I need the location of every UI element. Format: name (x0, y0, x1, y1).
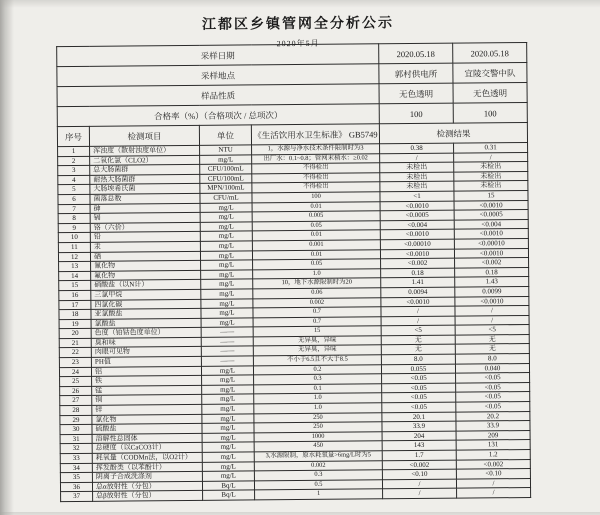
row-number: 31 (60, 434, 92, 444)
result-2: 15 (454, 190, 528, 200)
result-2: / (455, 306, 529, 316)
item-name: 浑浊度（散射浊度单位） (90, 145, 200, 156)
meta-value-2: 2020.05.18 (453, 43, 527, 64)
standard-limit: 0.01 (252, 201, 380, 212)
standard-limit: 0.5 (254, 480, 382, 491)
standard-limit: 0.01 (252, 230, 380, 241)
result-2: 33.9 (456, 421, 530, 431)
standard-limit: 0.06 (253, 288, 381, 299)
col-standard: 《生活饮用水卫生标准》 GB5749 (251, 124, 379, 145)
unit: mg/L (202, 394, 254, 404)
row-number: 5 (58, 185, 90, 195)
result-1: <0.0010 (380, 249, 454, 259)
result-1: / (382, 479, 456, 489)
unit: mg/L (202, 414, 254, 424)
unit: Bq/L (203, 490, 255, 500)
item-name: 阴离子合成洗涤剂 (92, 472, 202, 483)
result-1: <0.05 (382, 393, 456, 403)
result-2: <0.05 (456, 402, 530, 412)
result-2: 0.31 (454, 143, 528, 153)
standard-limit: 不得检出 (252, 163, 380, 174)
unit: mg/L (201, 308, 253, 318)
row-number: 20 (59, 329, 91, 339)
result-1: <0.05 (382, 383, 456, 393)
item-name: 砷 (90, 203, 200, 214)
result-2: 无 (455, 334, 529, 344)
row-number: 12 (58, 252, 90, 262)
result-2: <0.0010 (455, 296, 529, 306)
item-name: 二氧化氯（CLO2） (90, 155, 200, 166)
result-2: <0.05 (456, 373, 530, 383)
row-number: 28 (60, 405, 92, 415)
standard-limit: 出厂水：0.1~0.8；管网末梢水：≥0.02 (252, 153, 380, 164)
col-number: 序号 (57, 126, 89, 146)
item-name: 色度（铂钴色度单位） (91, 328, 201, 339)
result-1: 204 (382, 431, 456, 441)
item-name: 铁 (92, 376, 202, 387)
item-name: 耐热大肠菌群 (90, 174, 200, 185)
row-number: 24 (59, 367, 91, 377)
standard-limit: 0.005 (252, 211, 380, 222)
result-2: <0.05 (456, 392, 530, 402)
item-name: 硒 (90, 251, 200, 262)
standard-limit: 0.002 (253, 297, 381, 308)
col-item: 检测项目 (89, 125, 199, 146)
result-2: 131 (456, 440, 530, 450)
result-2: 0.0099 (455, 286, 529, 296)
unit: mg/L (200, 241, 252, 251)
standard-limit: 1.0 (254, 393, 382, 404)
result-2: 0.040 (455, 363, 529, 373)
result-2: <0.0010 (454, 200, 528, 210)
item-name: 铅 (90, 232, 200, 243)
row-number: 4 (58, 175, 90, 185)
result-2: / (454, 152, 528, 162)
result-2: <0.10 (456, 469, 530, 479)
result-1: 1.41 (381, 277, 455, 287)
result-1: 0.0094 (381, 287, 455, 297)
row-number: 23 (59, 357, 91, 367)
item-name: 溶解性总固体 (92, 433, 202, 444)
unit: mg/L (202, 462, 254, 472)
standard-limit: 0.01 (252, 249, 380, 260)
row-number: 30 (60, 425, 92, 435)
item-name: 挥发酚类（以苯酚计） (92, 462, 202, 473)
standard-limit: 不得检出 (252, 173, 380, 184)
analysis-table (56, 42, 531, 502)
result-1: <0.0010 (380, 229, 454, 239)
row-number: 14 (59, 271, 91, 281)
item-name: 肉眼可见物 (91, 347, 201, 358)
col-unit: 单位 (199, 125, 251, 145)
meta-label: 合格率（%）（合格项次 / 总项次） (57, 104, 379, 127)
standard-limit: 0.7 (253, 316, 381, 327)
result-2: 0.18 (455, 267, 529, 277)
unit: mg/L (200, 212, 252, 222)
unit: —— (201, 346, 253, 356)
standard-limit: 10，地下水源限制时为20 (253, 278, 381, 289)
unit: mg/L (201, 366, 253, 376)
standard-limit: 不得检出 (252, 182, 380, 193)
result-1: <0.0005 (380, 210, 454, 220)
item-name: 硝酸盐（以N计） (91, 280, 201, 291)
item-name: 总大肠菌群 (90, 165, 200, 176)
row-number: 7 (58, 204, 90, 214)
unit: mg/L (202, 423, 254, 433)
result-2: <0.002 (456, 459, 530, 469)
unit: CFU/100mL (200, 164, 252, 174)
standard-limit: 250 (254, 422, 382, 433)
result-1: <0.002 (381, 258, 455, 268)
standard-limit: 0.7 (253, 307, 381, 318)
standard-limit: 0.05 (252, 221, 380, 232)
item-name: 硫酸盐 (92, 424, 202, 435)
row-number: 29 (60, 415, 92, 425)
result-1: <1 (380, 191, 454, 201)
meta-value-2: 100 (453, 103, 527, 124)
unit: mg/L (200, 155, 252, 165)
result-2: 209 (456, 430, 530, 440)
result-1: <0.00010 (380, 239, 454, 249)
unit: mg/L (202, 471, 254, 481)
page-title: 江都区乡镇管网全分析公示 (201, 16, 395, 33)
standard-limit: 1 (255, 489, 383, 500)
standard-limit: 0.001 (252, 240, 380, 251)
result-1: 8.0 (381, 354, 455, 364)
item-name: 氰化物 (91, 260, 201, 271)
result-2: / (457, 488, 531, 498)
standard-limit: 0.2 (253, 364, 381, 375)
row-number: 35 (60, 473, 92, 483)
unit: MPN/100mL (200, 183, 252, 193)
standard-limit: 0.3 (254, 374, 382, 385)
result-1: 0.055 (381, 364, 455, 374)
unit: CFU/100mL (200, 174, 252, 184)
standard-limit: 1，水源与净水技术条件限制时为3 (252, 144, 380, 155)
result-1: <0.05 (382, 402, 456, 412)
item-name: 铝 (91, 366, 201, 377)
row-number: 18 (59, 309, 91, 319)
row-number: 32 (60, 444, 92, 454)
item-name: 铬（六价） (90, 222, 200, 233)
row-number: 16 (59, 290, 91, 300)
result-1: 无 (381, 345, 455, 355)
standard-limit: 1.0 (254, 403, 382, 414)
result-1: <0.05 (382, 373, 456, 383)
meta-value-2: 无色透明 (453, 83, 527, 104)
row-number: 21 (59, 338, 91, 348)
result-1: 无 (381, 335, 455, 345)
item-name: 臭和味 (91, 337, 201, 348)
row-number: 26 (60, 386, 92, 396)
row-number: 3 (58, 166, 90, 176)
result-2: / (456, 478, 530, 488)
unit: mg/L (202, 375, 254, 385)
result-2: 未检出 (454, 162, 528, 172)
result-2: <0.0010 (454, 229, 528, 239)
result-1: <0.002 (382, 460, 456, 470)
result-2: 未检出 (454, 181, 528, 191)
standard-limit: 无异臭，异味 (253, 345, 381, 356)
standard-limit: 0.3 (254, 470, 382, 481)
unit: mg/L (201, 318, 253, 328)
standard-limit: 0.1 (254, 384, 382, 395)
result-1: / (381, 316, 455, 326)
item-name: 镉 (90, 213, 200, 224)
meta-value-1: 2020.05.18 (379, 43, 453, 64)
unit: CFU/mL (200, 193, 252, 203)
row-number: 25 (60, 377, 92, 387)
result-2: / (455, 315, 529, 325)
item-name: 锌 (92, 404, 202, 415)
item-name: 总硬度（以CaCO3计） (92, 443, 202, 454)
standard-limit: 15 (253, 326, 381, 337)
col-results: 检测结果 (379, 123, 527, 144)
result-2: <0.0010 (454, 248, 528, 258)
standard-limit: 3,水源限制，原水耗氧量>6mg/L时为5 (254, 451, 382, 462)
row-number: 37 (61, 492, 93, 502)
row-number: 6 (58, 194, 90, 204)
result-1: <0.0010 (381, 297, 455, 307)
result-1: 143 (382, 441, 456, 451)
result-1: 1.7 (382, 450, 456, 460)
unit: mg/L (201, 279, 253, 289)
result-1: <0.004 (380, 220, 454, 230)
standard-limit: 1000 (254, 432, 382, 443)
row-number: 15 (59, 281, 91, 291)
result-1: 0.18 (381, 268, 455, 278)
result-2: 20.2 (456, 411, 530, 421)
item-name: PH值 (91, 356, 201, 367)
standard-limit: 不小于6.5且不大于8.5 (253, 355, 381, 366)
result-2: <0.002 (455, 258, 529, 268)
result-1: 33.9 (382, 421, 456, 431)
item-name: 氟化物 (91, 270, 201, 281)
result-2: 未检出 (454, 171, 528, 181)
item-name: 总α放射性（分包） (92, 481, 202, 492)
result-1: <5 (381, 325, 455, 335)
item-name: 亚氯酸盐 (91, 308, 201, 319)
result-1: 未检出 (380, 162, 454, 172)
item-name: 四氯化碳 (91, 299, 201, 310)
row-number: 11 (58, 242, 90, 252)
item-name: 菌落总数 (90, 193, 200, 204)
unit: mg/L (201, 260, 253, 270)
meta-value-1: 无色透明 (379, 83, 453, 104)
result-1: 未检出 (380, 172, 454, 182)
unit: mg/L (201, 270, 253, 280)
result-2: <0.05 (456, 382, 530, 392)
result-2: 1.43 (455, 277, 529, 287)
row-number: 27 (60, 396, 92, 406)
result-1: <0.0010 (380, 201, 454, 211)
row-number: 34 (60, 463, 92, 473)
result-2: 8.0 (455, 354, 529, 364)
row-number: 13 (59, 261, 91, 271)
row-number: 33 (60, 453, 92, 463)
row-number: 36 (60, 482, 92, 492)
unit: mg/L (200, 222, 252, 232)
row-number: 10 (58, 233, 90, 243)
row-number: 22 (59, 348, 91, 358)
unit: mg/L (202, 433, 254, 443)
result-1: 20.1 (382, 412, 456, 422)
item-name: 氯酸盐 (91, 318, 201, 329)
unit: NTU (200, 145, 252, 155)
meta-label: 采样地点 (57, 64, 379, 87)
result-2: 无 (455, 344, 529, 354)
unit: mg/L (202, 442, 254, 452)
unit: mg/L (201, 289, 253, 299)
meta-value-1: 100 (379, 103, 453, 124)
result-1: / (381, 306, 455, 316)
item-name: 三氯甲烷 (91, 289, 201, 300)
row-number: 2 (58, 156, 90, 166)
standard-limit: 100 (252, 192, 380, 203)
result-2: <0.00010 (454, 238, 528, 248)
result-2: <0.004 (454, 219, 528, 229)
report-month: 2020年5月 (276, 38, 320, 49)
meta-label: 样品性质 (57, 84, 379, 107)
standard-limit: 450 (254, 441, 382, 452)
unit: —— (201, 356, 253, 366)
unit: mg/L (200, 202, 252, 212)
result-2: <5 (455, 325, 529, 335)
standard-limit: 无异臭，异味 (253, 336, 381, 347)
row-number: 19 (59, 319, 91, 329)
item-name: 汞 (90, 241, 200, 252)
result-2: <0.0005 (454, 210, 528, 220)
unit: mg/L (200, 250, 252, 260)
result-1: / (383, 489, 457, 499)
standard-limit: 1.0 (253, 269, 381, 280)
unit: mg/L (202, 385, 254, 395)
item-name: 锰 (92, 385, 202, 396)
row-number: 8 (58, 213, 90, 223)
item-name: 耗氧量（CODMn法，以O2计） (92, 452, 202, 463)
item-name: 铜 (92, 395, 202, 406)
meta-value-1: 郭村供电所 (379, 63, 453, 84)
item-name: 大肠埃希氏菌 (90, 184, 200, 195)
item-name: 总β放射性（分包） (93, 491, 203, 502)
result-1: / (380, 153, 454, 163)
unit: mg/L (200, 231, 252, 241)
result-1: <0.10 (382, 469, 456, 479)
result-1: 0.38 (380, 143, 454, 153)
unit: Bq/L (202, 481, 254, 491)
row-number: 17 (59, 300, 91, 310)
row-number: 1 (58, 146, 90, 156)
unit: —— (201, 337, 253, 347)
standard-limit: 0.002 (254, 460, 382, 471)
unit: mg/L (202, 452, 254, 462)
item-name: 氯化物 (92, 414, 202, 425)
meta-label: 采样日期 (57, 44, 379, 67)
analysis-table-body (57, 43, 531, 502)
unit: —— (201, 327, 253, 337)
meta-value-2: 宜陵交警中队 (453, 63, 527, 84)
result-2: 1.2 (456, 449, 530, 459)
unit: mg/L (202, 404, 254, 414)
standard-limit: 0.05 (253, 259, 381, 270)
row-number: 9 (58, 223, 90, 233)
standard-limit: 250 (254, 412, 382, 423)
result-1: 未检出 (380, 182, 454, 192)
unit: mg/L (201, 298, 253, 308)
